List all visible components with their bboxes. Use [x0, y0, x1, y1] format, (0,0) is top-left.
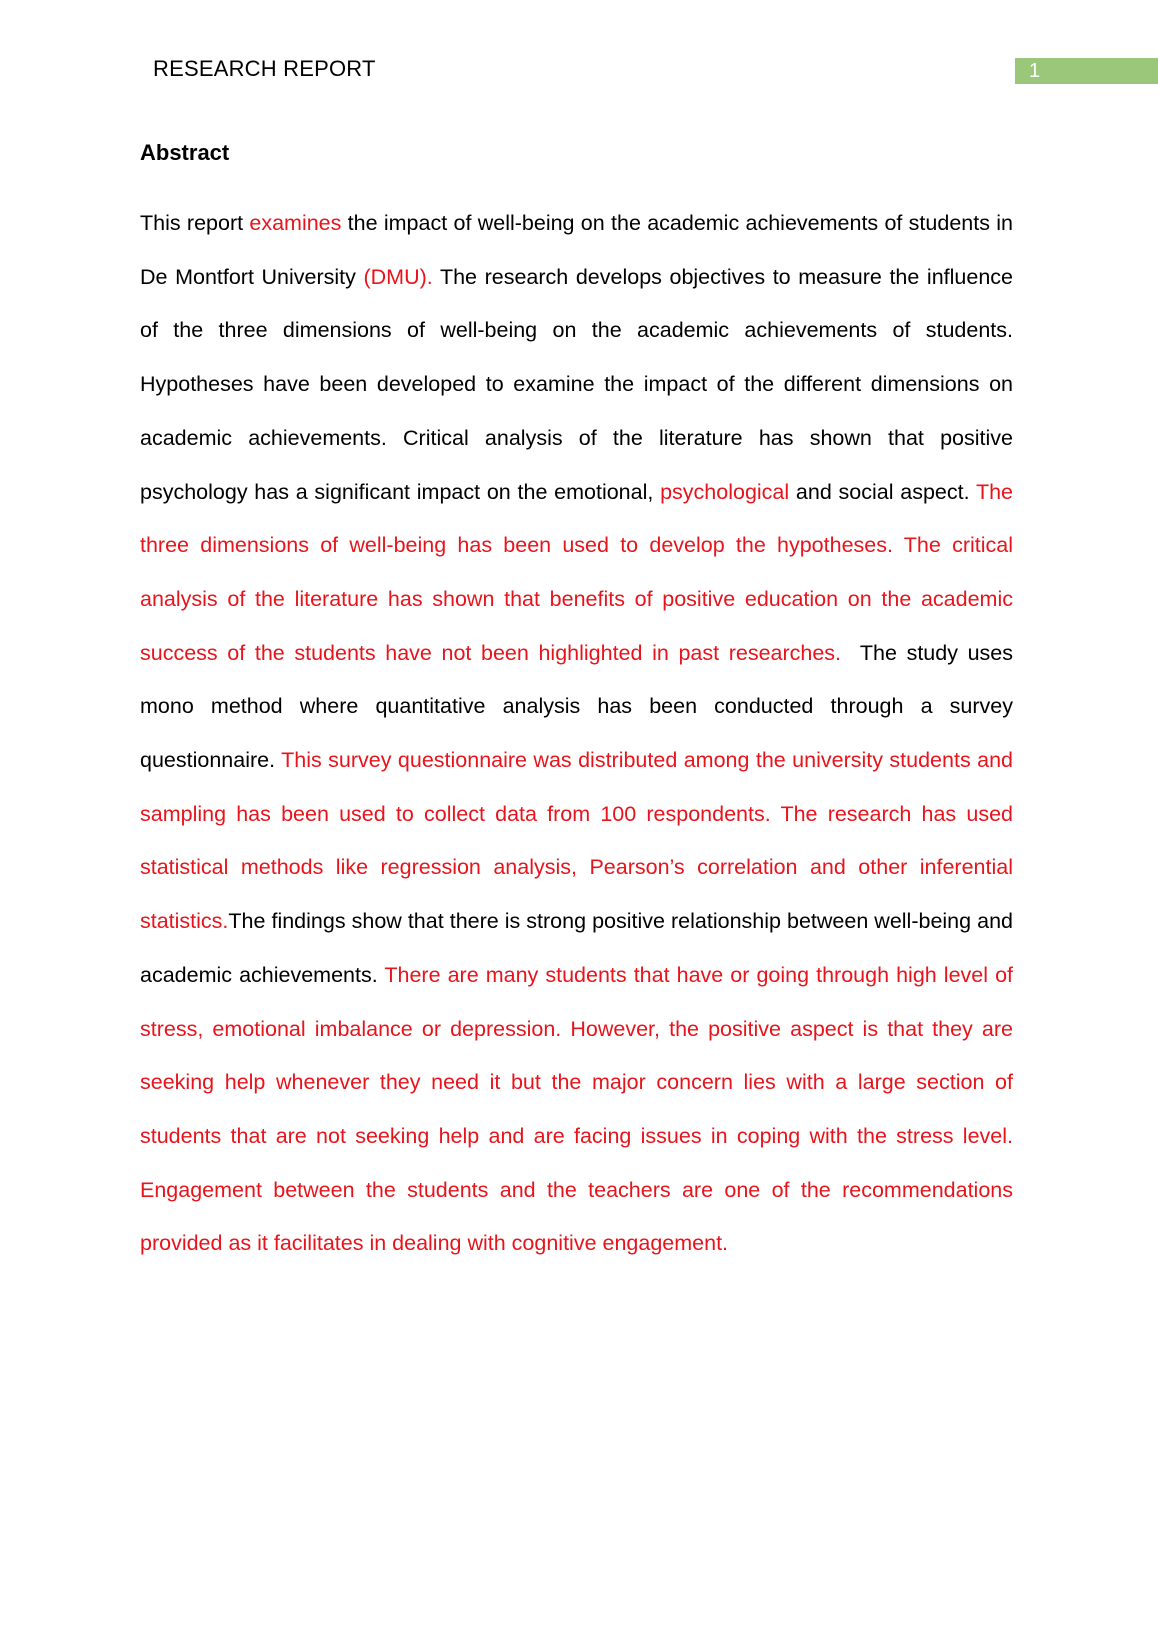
- abstract-segment-highlight: (DMU).: [363, 264, 433, 289]
- abstract-segment: the impact of well-being on the academic achievements of students in De Montfort University: [140, 211, 1013, 289]
- abstract-segment: This report: [140, 211, 250, 235]
- abstract-segment: and social aspect.: [789, 479, 976, 504]
- abstract-segment-highlight: There are many students that have or going through high level of stress, emotional imbalance or depression. However, the positive aspect is that they are seeking help whenever they need it but the major concern lies with a large section of students that are not seeking help and are facing issues in coping with the stress level. Engagement between the students and the teachers are one of the recommendations provided as it facilitates in dealing with cognitive engagement.: [140, 962, 1014, 1256]
- abstract-segment: The findings show that there is strong positive relationship between well-being and academic achievements.: [140, 909, 1013, 987]
- page-number: 1: [1029, 60, 1041, 82]
- abstract-segment: The research develops objectives to measure the influence of the three dimensions of well-being on the academic achievements of students. Hypotheses have been developed to examine the impact of the different dimensions on academic achievements. Critical analysis of the literature has shown that positive psychology has a significant impact on the emotional,: [140, 264, 1013, 504]
- abstract-segment-highlight: examines: [249, 211, 342, 235]
- page-number-badge: [1015, 58, 1158, 84]
- abstract-segment-highlight: This survey questionnaire was distributed among the university students and sampling has been used to collect data from 100 respondents. The research has used statistical methods like regression analysis, Pearson’s correlation and other inferential statistics.: [140, 748, 1013, 934]
- abstract-heading: Abstract: [140, 140, 230, 165]
- abstract-segment-highlight: psychological: [660, 479, 790, 504]
- abstract-segment: The study uses mono method where quantitative analysis has been conducted through a survey questionnaire.: [140, 640, 1019, 773]
- running-head: RESEARCH REPORT: [153, 56, 376, 81]
- abstract-segment-highlight: The three dimensions of well-being has been used to develop the hypotheses. The critical analysis of the literature has shown that benefits of positive education on the academic success of the students have not been highlighted in past researches.: [140, 479, 1013, 665]
- abstract-paragraph: [140, 197, 1019, 1271]
